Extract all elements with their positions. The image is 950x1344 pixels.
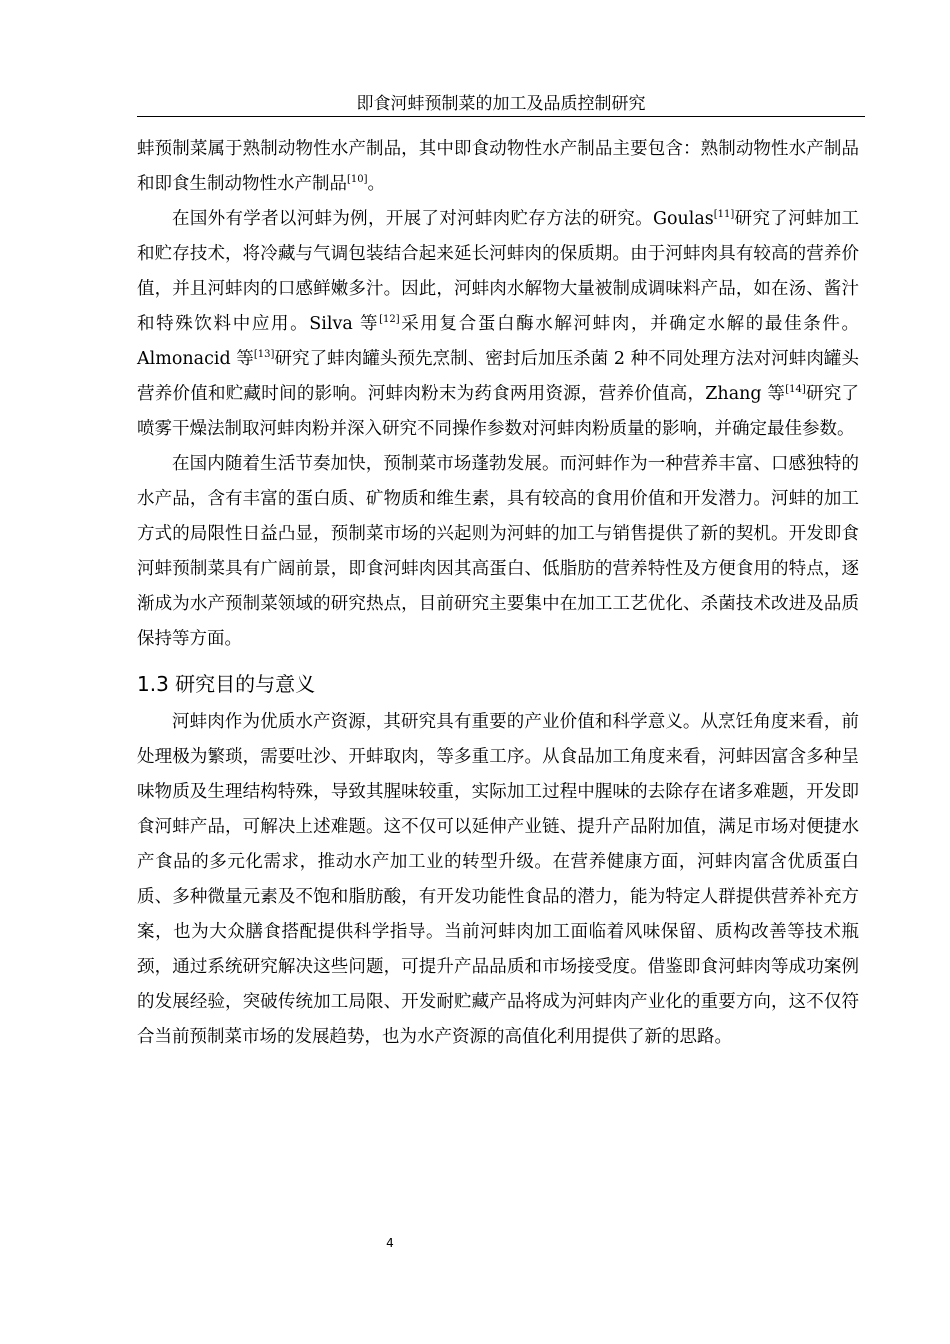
paragraph-text: 。 xyxy=(367,174,386,194)
paragraph-text: 在国外有学者以河蚌为例，开展了对河蚌肉贮存方法的研究。Goulas xyxy=(172,209,714,229)
section-heading: 1.3 研究目的与意义 xyxy=(137,672,316,696)
page-number: 4 xyxy=(386,1236,394,1250)
citation-ref: [11] xyxy=(713,209,735,220)
citation-ref: [14] xyxy=(785,384,806,395)
paragraph-text: 采用复合蛋白酶水解河蚌肉，并确定水解的最佳条件。Almonacid 等 xyxy=(137,314,859,369)
citation-ref: [10] xyxy=(347,174,368,185)
paragraph-purpose: 河蚌肉作为优质水产资源，其研究具有重要的产业价值和科学意义。从烹饪角度来看，前处理极为繁琐，需要吐沙、开蚌取肉，等多重工序。从食品加工角度来看，河蚌因富含多种呈味物质及生理结构特殊，导致其腥味较重，实际加工过程中腥味的去除存在诸多难题，开发即食河蚌产品，可解决上述难题。这不仅可以延伸产业链、提升产品附加值，满足市场对便捷水产食品的多元化需求，推动水产加工业的转型升级。在营养健康方面，河蚌肉富含优质蛋白质、多种微量元素及不饱和脂肪酸，有开发功能性食品的潜力，能为特定人群提供营养补充方案，也为大众膳食搭配提供科学指导。当前河蚌肉加工面临着风味保留、质构改善等技术瓶颈，通过系统研究解决这些问题，可提升产品品质和市场接受度。借鉴即食河蚌肉等成功案例的发展经验，突破传统加工局限、开发耐贮藏产品将成为河蚌肉产业化的重要方向，这不仅符合当前预制菜市场的发展趋势，也为水产资源的高值化利用提供了新的思路。 xyxy=(137,712,859,1047)
paragraph-text: 研究了喷雾干燥法制取河蚌肉粉并深入研究不同操作参数对河蚌肉粉质量的影响，并确定最佳参数。 xyxy=(137,384,859,439)
paragraph-text: 蚌预制菜属于熟制动物性水产制品，其中即食动物性水产制品主要包含：熟制动物性水产制品和即食生制动物性水产制品 xyxy=(137,139,859,194)
paragraph-continuation xyxy=(137,132,859,202)
running-header: 即食河蚌预制菜的加工及品质控制研究 xyxy=(356,94,646,114)
header-rule xyxy=(137,116,865,117)
paragraph-text: 研究了蚌肉罐头预先烹制、密封后加压杀菌 2 种不同处理方法对河蚌肉罐头营养价值和贮藏时间的影响。河蚌肉粉末为药食两用资源，营养价值高，Zhang 等 xyxy=(137,349,859,404)
citation-ref: [13] xyxy=(253,349,275,360)
paragraph-text: 研究了河蚌加工和贮存技术，将冷藏与气调包装结合起来延长河蚌肉的保质期。由于河蚌肉具有较高的营养价值，并且河蚌肉的口感鲜嫩多汁。因此，河蚌肉水解物大量被制成调味料产品，如在汤、酱汁和特殊饮料中应用。Silva 等 xyxy=(137,209,860,334)
citation-ref: [12] xyxy=(379,314,400,325)
body-text xyxy=(137,132,859,1055)
paragraph-foreign-research xyxy=(137,202,859,447)
paragraph-domestic-research: 在国内随着生活节奏加快，预制菜市场蓬勃发展。而河蚌作为一种营养丰富、口感独特的水产品，含有丰富的蛋白质、矿物质和维生素，具有较高的食用价值和开发潜力。河蚌的加工方式的局限性日益凸显，预制菜市场的兴起则为河蚌的加工与销售提供了新的契机。开发即食河蚌预制菜具有广阔前景，即食河蚌肉因其高蛋白、低脂肪的营养特性及方便食用的特点，逐渐成为水产预制菜领域的研究热点，目前研究主要集中在加工工艺优化、杀菌技术改进及品质保持等方面。 xyxy=(137,454,859,649)
